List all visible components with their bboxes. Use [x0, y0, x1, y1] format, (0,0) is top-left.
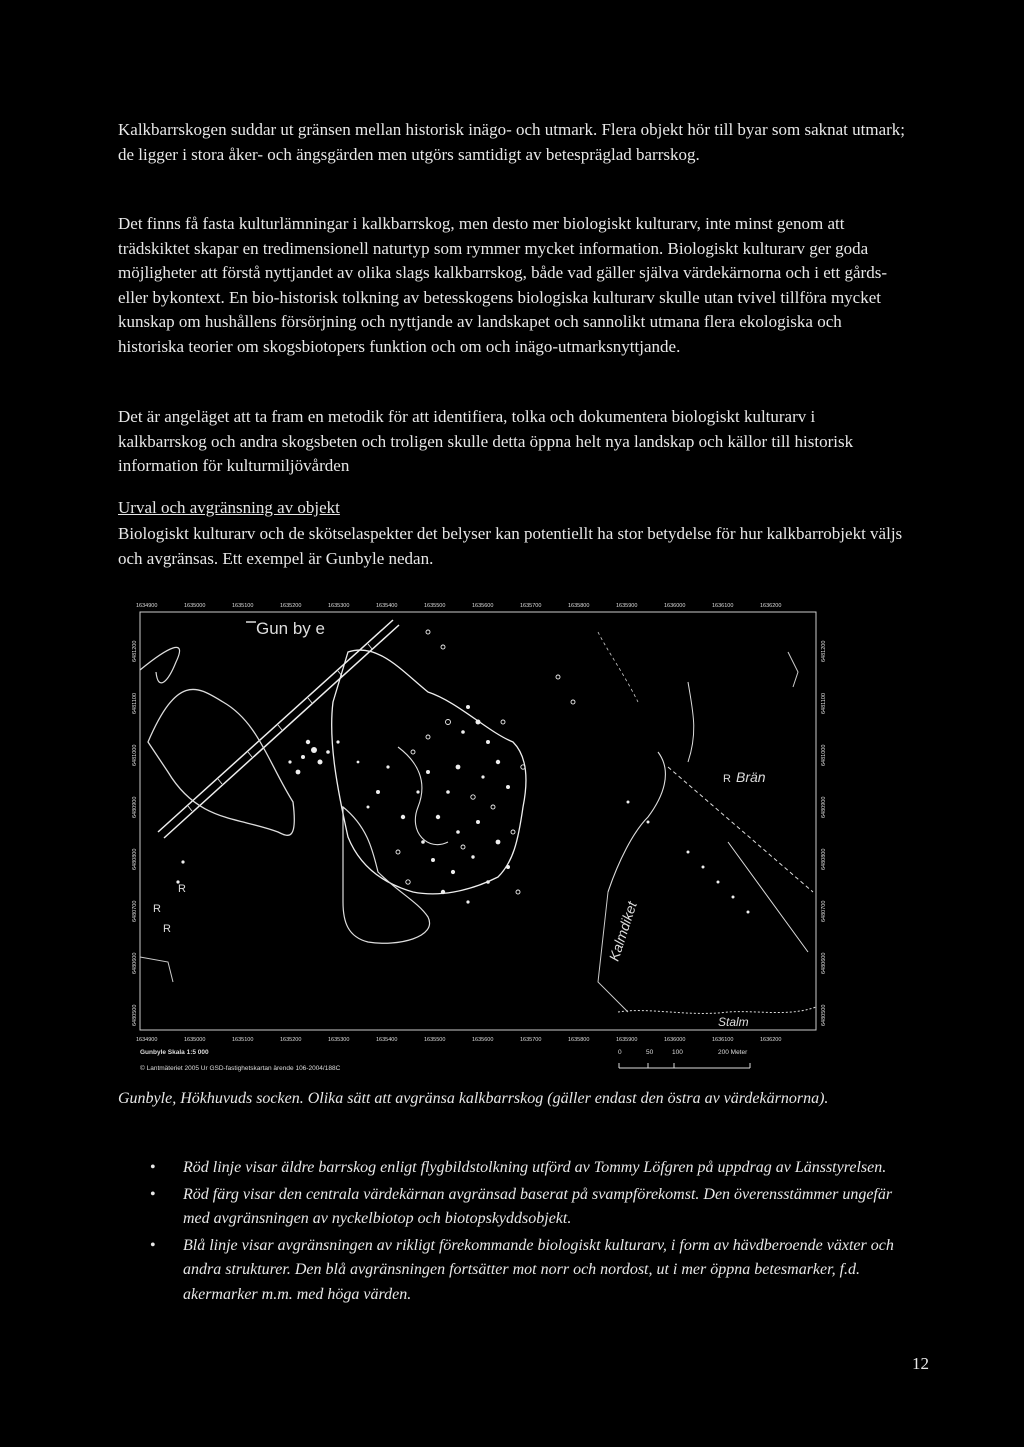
right-coord-label: 6480600	[821, 952, 827, 974]
left-coord-label: 6481000	[132, 744, 138, 766]
r-mark-1: R	[723, 773, 731, 785]
top-coord-label: 1635500	[424, 603, 446, 609]
bottom-coord-label: 1635100	[232, 1037, 254, 1043]
boundary-west-forest	[148, 689, 294, 835]
top-coord-label: 1634900	[136, 603, 158, 609]
place-label-stalm: Stalm	[718, 1015, 749, 1029]
r-mark-2: R	[178, 883, 186, 895]
legend-item-red-color: • Röd färg visar den centrala värdekärnan avgränsad baserat på svampförekomst. Den överensstämmer ungefär med avgränsningen av nyckelbiotop och biotopskyddsobjekt.	[150, 1183, 910, 1232]
right-coord-label: 6481000	[821, 744, 827, 766]
figure-caption: Gunbyle, Hökhuvuds socken. Olika sätt att avgränsa kalkbarrskog (gäller endast den östra av värdekärnorna).	[118, 1090, 829, 1107]
scale-bar	[618, 1049, 750, 1068]
left-coord-label: 6481100	[132, 692, 138, 714]
bottom-coord-label: 1636100	[712, 1037, 734, 1043]
tree-points	[176, 705, 749, 914]
section-heading: Urval och avgränsning av objekt	[118, 498, 340, 517]
top-coord-label: 1635400	[376, 603, 398, 609]
svg-text:100: 100	[672, 1049, 683, 1056]
left-coord-label: 6480500	[132, 1004, 138, 1026]
legend-list	[150, 1156, 910, 1309]
right-coord-label: 6480900	[821, 796, 827, 818]
r-mark-4: R	[163, 923, 171, 935]
boundary-nw	[140, 647, 180, 683]
bottom-coord-label: 1635300	[328, 1037, 350, 1043]
svg-text:200 Meter: 200 Meter	[718, 1049, 748, 1056]
top-coord-label: 1635000	[184, 603, 206, 609]
top-coord-label: 1635700	[520, 603, 542, 609]
bottom-coord-label: 1634900	[136, 1037, 158, 1043]
cultural-heritage-paragraph: Det finns få fasta kulturlämningar i kalkbarrskog, men desto mer biologiskt kulturarv, inte minst genom att trädskiktet skapar en tredimensionell naturtyp som rymmer mycket information. Biologiskt kulturarv ger goda möjligheter att förstå nyttjandet av olika slags kalkbarrskog, både vad gäller själva värdekärnorna och i ett gårds- eller bykontext. En bio-historisk tolkning av betesskogens biologiska kulturarv skulle utan tvivel tillföra mycket kunskap om hushållens försörjning och nyttjande av landskapet och sannolikt utmana flera ekologiska och historiska teorier om skogsbiotopers funktion och om och inägo-utmarksnyttjande.	[118, 214, 887, 356]
boundary-east	[608, 752, 665, 892]
left-coord-label: 6480700	[132, 900, 138, 922]
top-coord-label: 1635600	[472, 603, 494, 609]
svg-text:50: 50	[646, 1049, 654, 1056]
top-coord-label: 1636100	[712, 603, 734, 609]
bottom-coord-label: 1635900	[616, 1037, 638, 1043]
top-coord-label: 1635800	[568, 603, 590, 609]
top-coord-label: 1636000	[664, 603, 686, 609]
bottom-coord-label: 1635700	[520, 1037, 542, 1043]
left-coord-label: 6480900	[132, 796, 138, 818]
top-coord-label: 1635100	[232, 603, 254, 609]
right-coord-label: 6481200	[821, 640, 827, 662]
railway-line	[158, 620, 393, 832]
map-title: Gun by e	[256, 619, 325, 638]
page-number: 12	[912, 1354, 929, 1373]
top-coord-label: 1635900	[616, 603, 638, 609]
selection-paragraph: Biologiskt kulturarv och de skötselaspekter det belyser kan potentiellt ha stor betydelse för hur kalkbarrobjekt väljs och avgränsas. Ett exempel är Gunbyle nedan.	[118, 524, 903, 568]
bottom-coord-label: 1635800	[568, 1037, 590, 1043]
bottom-coord-label: 1635000	[184, 1037, 206, 1043]
map-copyright: © Lantmäteriet 2005 Ur GSD-fastighetskartan ärende 106-2004/188C	[140, 1065, 341, 1072]
r-mark-3: R	[153, 903, 161, 915]
right-coord-label: 6480800	[821, 848, 827, 870]
gunbyle-map	[128, 592, 828, 1082]
left-coord-label: 6481200	[132, 640, 138, 662]
legend-item-red-line: • Röd linje visar äldre barrskog enligt flygbildstolkning utförd av Tommy Löfgren på uppdrag av Länsstyrelsen.	[150, 1156, 910, 1181]
bottom-coordinates	[136, 1037, 781, 1043]
right-coord-label: 6480500	[821, 1004, 827, 1026]
left-coord-label: 6480600	[132, 952, 138, 974]
bottom-coord-label: 1636200	[760, 1037, 782, 1043]
right-coord-label: 6481100	[821, 692, 827, 714]
left-coordinates	[132, 641, 138, 1026]
place-label-kalmdiket: Kalmdiket	[605, 899, 640, 963]
top-coord-label: 1636200	[760, 603, 782, 609]
place-label-brann: Brän	[736, 769, 766, 785]
bottom-coord-label: 1635200	[280, 1037, 302, 1043]
top-coordinates	[136, 603, 781, 609]
bottom-coord-label: 1635600	[472, 1037, 494, 1043]
legend-item-blue-line: • Blå linje visar avgränsningen av rikligt förekommande biologiskt kulturarv, i form av hävdberoende växter och andra strukturer. Den blå avgränsningen fortsätter mot norr och nordost, ut i mer öppna betesmarker, f.d. akermarker m.m. med höga värden.	[150, 1234, 910, 1308]
right-coordinates	[821, 641, 827, 1026]
bottom-coord-label: 1635400	[376, 1037, 398, 1043]
svg-text:0: 0	[618, 1049, 622, 1056]
top-coord-label: 1635200	[280, 603, 302, 609]
top-coord-label: 1635300	[328, 603, 350, 609]
intro-paragraph: Kalkbarrskogen suddar ut gränsen mellan historisk inägo- och utmark. Flera objekt hör till byar som saknat utmark; de ligger i stora åker- och ängsgärden men utgörs samtidigt av betespräglad barrskog.	[118, 120, 906, 164]
right-coord-label: 6480700	[821, 900, 827, 922]
methodology-paragraph: Det är angeläget att ta fram en metodik för att identifiera, tolka och dokumentera biologiskt kulturarv i kalkbarrskog och andra skogsbeten och troligen skulle detta öppna helt nya landskap och källor till historisk information för kulturmiljövården	[118, 407, 854, 475]
bottom-coord-label: 1635500	[424, 1037, 446, 1043]
map-scale-text: Gunbyle Skala 1:5 000	[140, 1049, 209, 1056]
bottom-coord-label: 1636000	[664, 1037, 686, 1043]
left-coord-label: 6480800	[132, 848, 138, 870]
